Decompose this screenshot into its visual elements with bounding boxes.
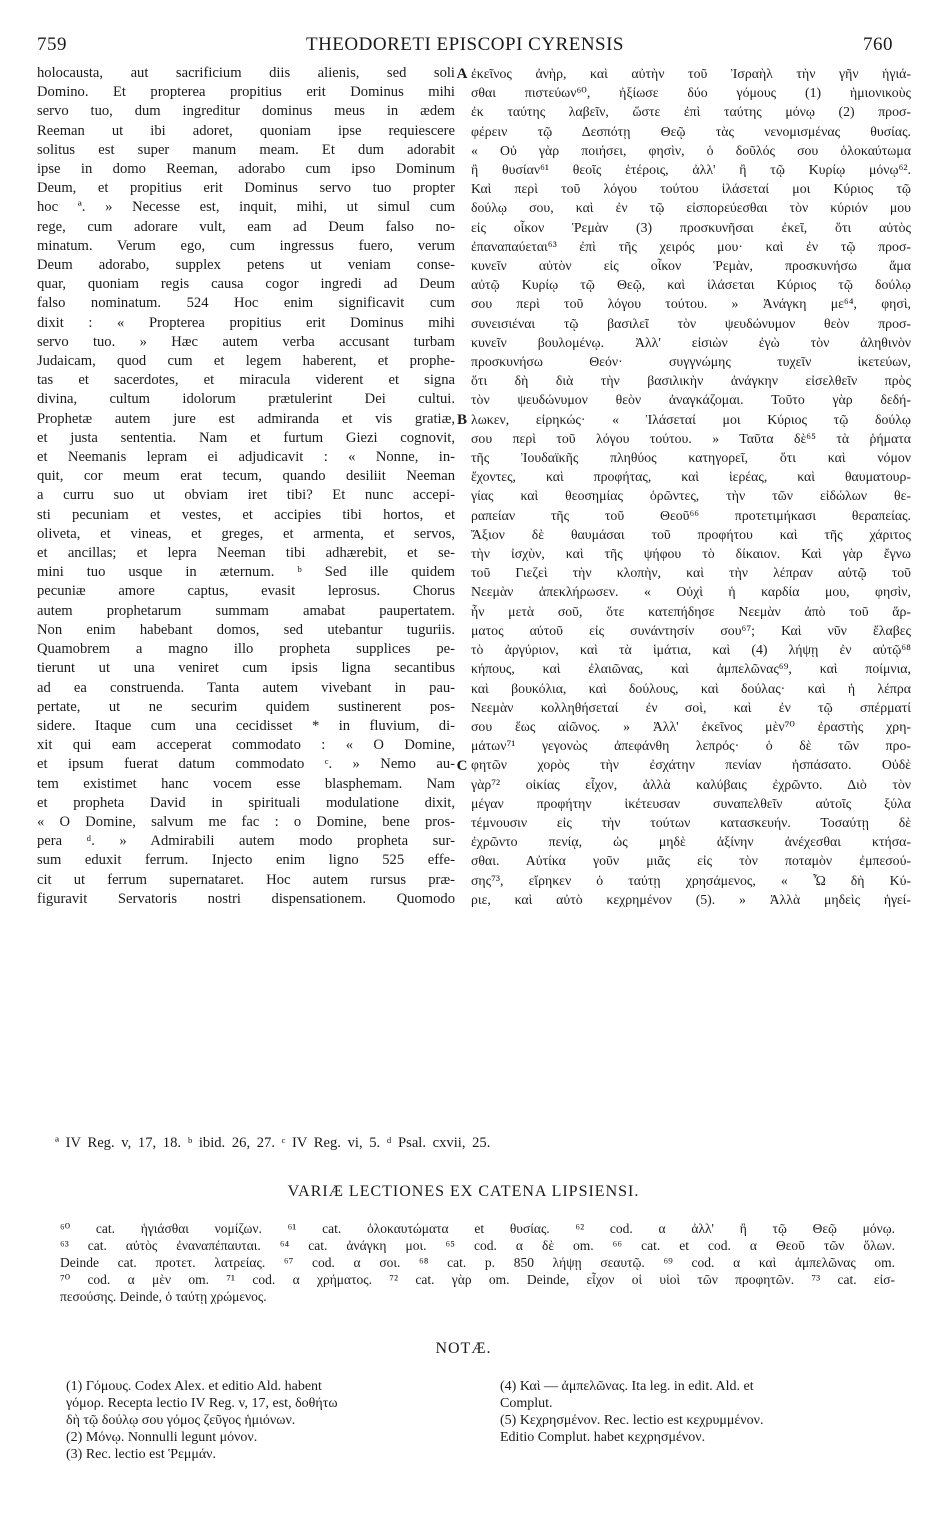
variant-line: ⁶³ cat. αὐτὸς ἐναναπέπαυται. ⁶⁴ cat. ἀνάγκη μοι. ⁶⁵ cod. α δὲ om. ⁶⁶ cat. et cod. α Θεοῦ τῶν ὅλων.	[60, 1238, 895, 1253]
greek-text-line: ραπείαν τῆς τοῦ Θεοῦ⁶⁶ προτετιμήκασι θεραπείας.	[471, 507, 911, 523]
latin-text-line: et ipsum fuerat datum commodato ᶜ. » Nemo au-	[37, 756, 455, 773]
greek-text-line: « Οὐ γὰρ ποιήσει, φησὶν, ὁ δοῦλός σου ὁλοκαύτωμα	[471, 142, 911, 158]
latin-text-line: figuravit Servatoris nostri dispensationem. Quomodo	[37, 890, 455, 907]
latin-text-line: divina, cultum idolorum prætulerint Dei cultui.	[37, 391, 455, 408]
variants-title: VARIÆ LECTIONES EX CATENA LIPSIENSI.	[287, 1183, 640, 1200]
greek-text-line: μέγαν προφήτην ἱκέτευσαν συναπελθεῖν αὐτοῖς ξύλα	[471, 795, 911, 811]
greek-column	[471, 64, 911, 907]
note-line: (1) Γόμους. Codex Alex. et editio Ald. habent	[66, 1379, 322, 1394]
latin-text-line: servo tuo, dum ingreditur dominus meus in ædem	[37, 103, 455, 120]
greek-text-line: σου περὶ τοῦ λόγου τούτου. » Ἀνάγκη με⁶⁴, φησὶ,	[471, 296, 911, 312]
latin-text-line: pertate, ut ne securim quidem sustinerent pos-	[37, 698, 455, 715]
variant-line: πεσούσης. Deinde, ὁ ταύτῃ χρώμενος.	[60, 1289, 267, 1304]
latin-text-line: holocausta, aut sacrificium diis alienis, sed soli	[37, 65, 455, 81]
latin-text-line: a curru suo ut obviam iret tibi? Et nunc accepi-	[37, 487, 455, 504]
note-line: Editio Complut. habet κεχρησμένον.	[500, 1430, 706, 1445]
greek-text-line: προσκυνήσω Θεόν· συγγνώμης τυχεῖν ἱκετεύων,	[471, 354, 911, 370]
latin-text-line: Domino. Et propterea propitius erit Dominus mihi	[37, 84, 455, 101]
latin-text-line: tierunt ut una veniret cum ipsis ligna secantibus	[37, 660, 455, 677]
latin-text-line: tas et sacerdotes, et miracula viderent et signa	[37, 372, 455, 389]
latin-text-line: et justa sententia. Nam et furtum Giezi cognovit,	[37, 429, 455, 446]
page-number-left: 759	[37, 34, 67, 55]
latin-text-line: pera ᵈ. » Admirabili autem modo propheta sur-	[37, 833, 455, 850]
latin-text-line: xit qui eam acceperat commodato : « O Domine,	[37, 737, 455, 754]
greek-text-line: φητῶν χορὸς τὴν ἐσχάτην πενίαν ἠσπάσατο. Οὐδὲ	[471, 757, 911, 773]
greek-text-line: φέρειν τῷ Δεσπότῃ Θεῷ τὰς νενομισμένας θυσίας.	[471, 123, 911, 139]
greek-text-line: δούλῳ σου, καὶ ἐν τῷ εἰσπορεύεσθαι τὸν κύριόν μου	[471, 200, 911, 216]
latin-text-line: quar, quoniam regis causa cogor ingredi ad Deum	[37, 276, 455, 293]
page-header	[37, 34, 893, 58]
latin-column	[37, 64, 455, 907]
latin-text-line: Deum, et propitius erit Dominus servo tuo propter	[37, 180, 455, 197]
greek-text-line: καὶ βουκόλια, καὶ δούλους, καὶ δούλας· καὶ ἡ λέπρα	[471, 680, 911, 696]
note-line: (3) Rec. lectio est Ῥεμμάν.	[66, 1447, 217, 1462]
latin-text-line: Non enim habebant domos, sed utebantur tuguriis.	[37, 621, 455, 638]
greek-text-line: ὅτι δὴ διὰ τὴν βασιλικὴν ἀνάγκην εἰσελθεῖν πρὸς	[471, 373, 911, 389]
greek-text-line: εἰς οἶκον Ῥεμὰν (3) προσκυνῆσαι ἐκεῖ, ὅτι αὐτὸς	[471, 219, 911, 235]
column-marker-b: B	[456, 412, 467, 428]
latin-text-line: « O Domine, salvum me fac : o Domine, bene pros-	[37, 813, 455, 830]
latin-text-line: rege, cum adorare vult, eam ad Deum falso no-	[37, 218, 455, 235]
latin-text-line: Deum adorabo, supplex petens ut veniam conse-	[37, 257, 455, 274]
greek-text-line: Νεεμὰν κολληθήσεταί ἐν σοὶ, καὶ ἐν τῷ σπέρματί	[471, 699, 911, 715]
greek-text-line: ἐκ ταύτης λαβεῖν, ὥστε ἐπὶ ταύτης μόνῳ (2) προσ-	[471, 104, 911, 120]
greek-text-line: Καὶ περὶ τοῦ λόγου τούτου ἱλάσεταί μοι Κύριος τῷ	[471, 181, 911, 197]
latin-text-line: autem prophetarum summam amabat paupertatem.	[37, 602, 455, 619]
page-number-right: 760	[863, 34, 893, 55]
greek-text-line: ἔχοντες, καὶ προφήτας, καὶ ἱερέας, καὶ θαυματουρ-	[471, 469, 911, 485]
greek-text-line: τέμνουσιν εἰς τὴν τούτων κατασκευήν. Τοσαύτῃ δὲ	[471, 814, 911, 830]
variant-line: ⁶⁰ cat. ἡγιάσθαι νομίζων. ⁶¹ cat. ὁλοκαυτώματα et θυσίας. ⁶² cod. α ἀλλ' ἢ τῷ Θεῷ μόνῳ.	[60, 1221, 895, 1236]
greek-text-line: γὰρ⁷² οἰκίας εἶχον, ἀλλὰ καλύβαις ἐχρῶντο. Διὸ τὸν	[471, 776, 911, 792]
latin-text-line: minatum. Verum ego, cum ingressus fuero, verum	[37, 237, 455, 254]
latin-text-line: sidere. Itaque cum una cecidisset * in fluvium, di-	[37, 717, 455, 734]
greek-text-line: λωκεν, εἰρηκώς· « Ἱλάσεταί μοι Κύριος τῷ δούλῳ	[471, 411, 911, 427]
greek-text-line: συνεισιέναι τῷ βασιλεῖ τὸν ψευδώνυμον θεὸν προσ-	[471, 315, 911, 331]
latin-text-line: dixit : « Propterea propitius erit Dominus mihi	[37, 314, 455, 331]
greek-text-line: σθαι πιστεύων⁶⁰, ἠξίωσε δύο γόμους (1) ἡμιονικοὺς	[471, 85, 911, 101]
greek-text-line: κυνεῖν βουλομένῳ. Ἀλλ' εἰσιὼν ἐγὼ τὸν ἀληθινὸν	[471, 334, 911, 350]
note-line: (5) Κεχρησμένον. Rec. lectio est κεχρυμμένον.	[500, 1413, 764, 1428]
greek-text-line: ἦν μετὰ σοῦ, ὅτε κατεπήδησε Νεεμὰν ἀπὸ τοῦ ἅρ-	[471, 603, 911, 619]
scripture-references: ª IV Reg. v, 17, 18. ᵇ ibid. 26, 27. ᶜ IV Reg. vi, 5. ᵈ Psal. cxvii, 25.	[55, 1135, 491, 1151]
note-line: (2) Μόνῳ. Nonnulli legunt μόνον.	[66, 1430, 258, 1445]
greek-text-line: κυνεῖν αὐτὸν εἰς οἶκον Ῥεμὰν, προσκυνήσω ἅμα	[471, 258, 911, 274]
greek-text-line: Ἄξιον δὲ θαυμάσαι τοῦ προφήτου καὶ τῆς χάριτος	[471, 526, 911, 542]
greek-text-line: ἐχρῶντο πενίᾳ, ὡς μηδὲ ἀξίνην ἀνέχεσθαι κτήσα-	[471, 834, 911, 850]
variant-line: ⁷⁰ cod. α μὲν om. ⁷¹ cod. α χρήματος. ⁷² cat. γὰρ om. Deinde, εἶχον οἱ υἱοὶ τῶν προφητῶν. ⁷³ cat. εἰσ-	[60, 1272, 895, 1287]
latin-text-line: Quamobrem a magno illo propheta supplices pe-	[37, 641, 455, 658]
greek-text-line: τὸ ἀργύριον, καὶ τὰ ἱμάτια, καὶ (4) λήψῃ ἐν αὐτῷ⁶⁸	[471, 642, 911, 658]
latin-text-line: Reeman ut ibi adoret, quoniam ipse requiescere	[37, 122, 455, 139]
notes-left-column	[66, 1378, 461, 1463]
running-title: THEODORETI EPISCOPI CYRENSIS	[305, 34, 625, 55]
latin-text-line: sum eduxit ferrum. Injecto enim ligno 525 effe-	[37, 852, 455, 869]
notes-title: NOTÆ.	[435, 1340, 492, 1357]
latin-text-line: Prophetæ autem jure est admiranda et vis gratiæ,	[37, 410, 455, 427]
greek-text-line: τοῦ Γιεζεὶ τὴν κλοπὴν, καὶ τὴν λέπραν αὐτῷ τοῦ	[471, 565, 911, 581]
greek-text-line: σου ἕως αἰῶνος. » Ἀλλ' ἐκεῖνος μὲν⁷⁰ ἐραστὴς χρη-	[471, 718, 911, 734]
greek-text-line: τὸν ψευδώνυμον θεὸν ἀναγκάζομαι. Τοῦτο γὰρ δεδή-	[471, 392, 911, 408]
note-line: γόμορ. Recepta lectio IV Reg. v, 17, est, δοθήτω	[66, 1396, 338, 1411]
column-marker-c: C	[456, 758, 468, 774]
greek-text-line: σης⁷³, εἴρηκεν ὁ ταύτῃ χρησάμενος, « Ὦ δὴ Κύ-	[471, 872, 911, 888]
latin-text-line: cit ut ferrum supernataret. Hoc autem rursus præ-	[37, 871, 455, 888]
latin-text-line: pecuniæ amore captus, evasit leprosus. Chorus	[37, 583, 455, 600]
latin-text-line: mini tuo usque in æternum. ᵇ Sed ille quidem	[37, 564, 455, 581]
note-line: Complut.	[500, 1396, 553, 1411]
latin-text-line: solitus est super manum meam. Et dum adorabit	[37, 141, 455, 158]
latin-text-line: hoc ª. » Necesse est, inquit, mihi, ut simul cum	[37, 199, 455, 216]
latin-text-line: et propheta David in spirituali modulatione dixit,	[37, 794, 455, 811]
latin-text-line: et Neemanis lepram ei adjudicavit : « Nonne, in-	[37, 449, 455, 466]
latin-text-line: et ancillas; et lepra Neeman tibi adhærebit, et se-	[37, 545, 455, 562]
greek-text-line: ἐπαναπαύεται⁶³ ἐπὶ τῆς χειρός μου· καὶ ἐν τῷ προσ-	[471, 238, 911, 254]
variant-readings	[60, 1220, 895, 1305]
greek-text-line: αὐτῷ Κυρίῳ τῷ Θεῷ, καὶ ἱλάσεται Κύριος τῷ δούλῳ	[471, 277, 911, 293]
greek-text-line: Νεεμὰν ἀπεκλήρωσεν. « Οὐχὶ ἡ καρδία μου, φησὶν,	[471, 584, 911, 600]
greek-text-line: τῆς Ἰουδαϊκῆς πληθύος κατηγορεῖ, ὅτι καὶ νόμον	[471, 450, 911, 466]
greek-text-line: ριε, καὶ αὐτὸ κεχρημένον (5). » Ἀλλὰ μηδεὶς ἡγεί-	[471, 891, 911, 907]
latin-text-line: tem existimet hanc vocem esse blasphemam. Nam	[37, 775, 455, 792]
latin-text-line: quit, cor meum erat tecum, quando desiliit Neeman	[37, 468, 455, 485]
note-line: (4) Καὶ — ἀμπελῶνας. Ita leg. in edit. Ald. et	[500, 1379, 754, 1394]
variant-line: Deinde cat. προτετ. λατρείας. ⁶⁷ cod. α σοι. ⁶⁸ cat. p. 850 λήψῃ σεαυτῷ. ⁶⁹ cod. α καὶ ἀμπελῶνας om.	[60, 1255, 895, 1270]
greek-text-line: τὴν ἰσχὺν, καὶ τῆς ψήφου τὸ δίκαιον. Καὶ γὰρ ἔγνω	[471, 546, 911, 562]
greek-text-line: μάτων⁷¹ γεγονὼς ἀπεφάνθη λεπρός· ὁ δὲ τῶν προ-	[471, 738, 911, 754]
column-marker-a: A	[456, 66, 468, 82]
latin-text-line: Judaicam, quod cum et legem haberent, et prophe-	[37, 353, 455, 370]
greek-text-line: σθαι. Αὐτίκα γοῦν μιᾶς εἰς τὸν ποταμὸν ἐμπεσού-	[471, 853, 911, 869]
notes-right-column	[500, 1378, 895, 1446]
latin-text-line: servo tuo. » Hæc autem verba accusant turbam	[37, 333, 455, 350]
latin-text-line: falso nominatum. 524 Hoc enim significavit cum	[37, 295, 455, 312]
latin-text-line: ipse in domo Reeman, adorabo cum ipso Dominum	[37, 161, 455, 178]
greek-text-line: κήπους, καὶ ἐλαιῶνας, καὶ ἀμπελῶνας⁶⁹, καὶ ποίμνια,	[471, 661, 911, 677]
latin-text-line: oliveta, et vineas, et greges, et armenta, et servos,	[37, 525, 455, 542]
greek-text-line: γίας καὶ θεοσημίας ὁρῶντες, τὴν τῶν εἰδώλων θε-	[471, 488, 911, 504]
greek-text-line: σου περὶ τοῦ λόγου τούτου. » Ταῦτα δὲ⁶⁵ τὰ ῥήματα	[471, 430, 911, 446]
latin-text-line: ad ea construenda. Tanta autem vivebant in pau-	[37, 679, 455, 696]
greek-text-line: ἐκεῖνος ἀνὴρ, καὶ αὐτὴν τοῦ Ἰσραὴλ τὴν γῆν ἡγιά-	[471, 66, 911, 81]
note-line: δὴ τῷ δούλῳ σου γόμος ζεῦγος ἡμιόνων.	[66, 1413, 296, 1428]
greek-text-line: ματος αὐτοῦ εἰς συνάντησίν σου⁶⁷; Καὶ νῦν ἔλαβες	[471, 622, 911, 638]
greek-text-line: ἢ θυσίαν⁶¹ θεοῖς ἑτέροις, ἀλλ' ἢ τῷ Κυρίῳ μόνῳ⁶².	[471, 162, 911, 178]
latin-text-line: sti pecuniam et vestes, et accipies tibi hortos, et	[37, 506, 455, 523]
